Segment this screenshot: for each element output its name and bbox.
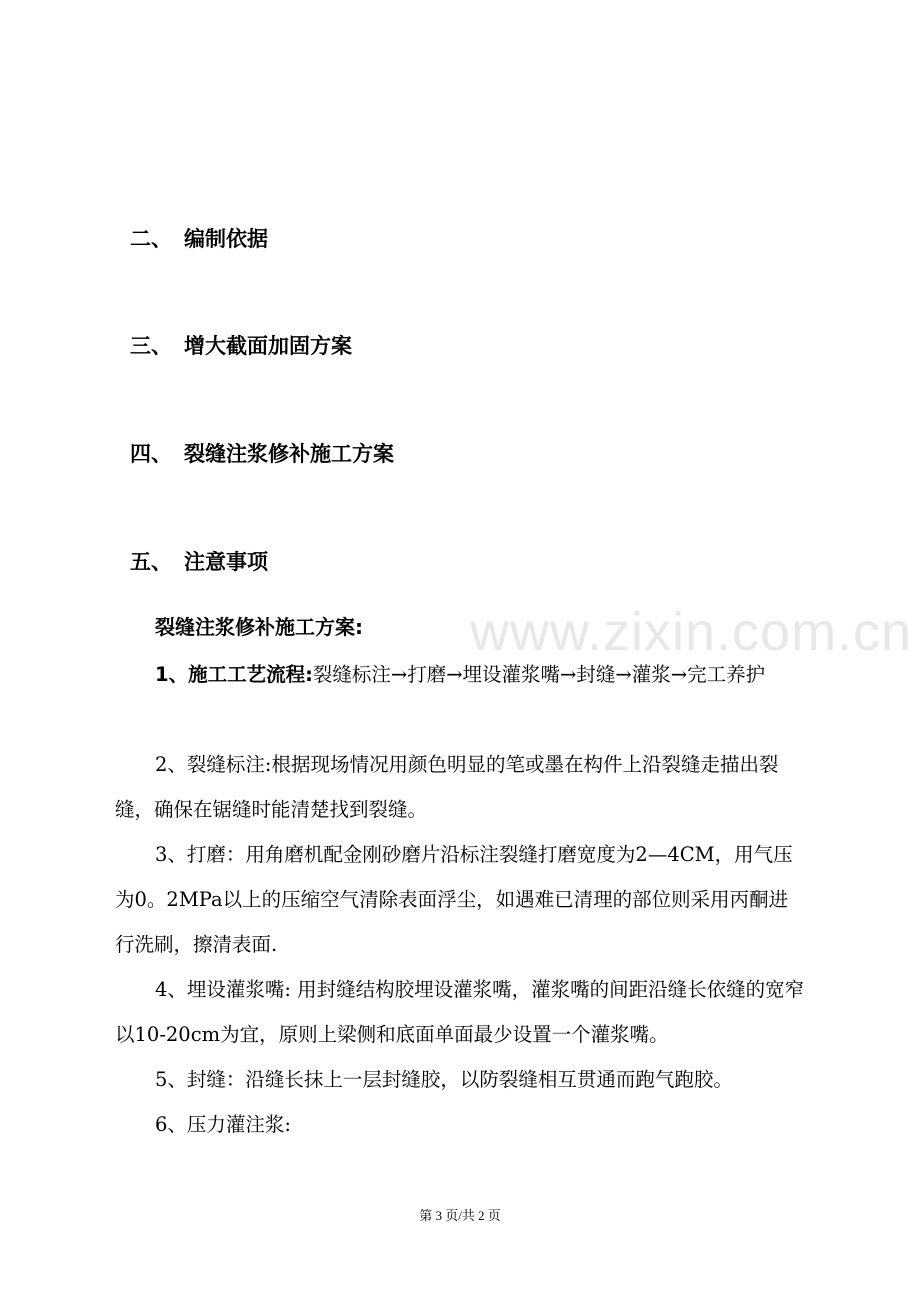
section-title: 注意事项 (184, 550, 268, 574)
section-heading-3 (130, 333, 352, 359)
paragraph-nozzle (115, 967, 805, 1057)
crack-marking-text: 2、裂缝标注:根据现场情况用颜色明显的笔或墨在构件上沿裂缝走描出裂缝，确保在锯缝时能清楚找到裂缝。 (115, 753, 779, 821)
paragraph-crack-marking (115, 742, 805, 832)
section-heading-2 (130, 226, 268, 252)
sealing-text: 5、封缝：沿缝长抹上一层封缝胶，以防裂缝相互贯通而跑气跑胶。 (155, 1068, 733, 1091)
paragraph-process (115, 652, 805, 697)
section-number: 四、 (130, 442, 172, 466)
page-footer: 第 3 页/共 2 页 (419, 1208, 501, 1223)
paragraph-grinding (115, 832, 805, 967)
section-number: 三、 (130, 334, 172, 358)
section-heading-4 (130, 441, 394, 467)
paragraph-sealing (115, 1057, 805, 1102)
process-text: 裂缝标注→打磨→埋设灌浆嘴→封缝→灌浆→完工养护 (312, 663, 766, 686)
section-number: 二、 (130, 227, 172, 251)
watermark: www.zixin.com.cn (470, 602, 913, 662)
pressure-grouting-text: 6、压力灌注浆: (155, 1113, 291, 1136)
section-heading-5 (130, 549, 268, 575)
section-title: 编制依据 (184, 227, 268, 251)
subsection-title: 裂缝注浆修补施工方案: (155, 615, 363, 639)
section-title: 裂缝注浆修补施工方案 (184, 442, 394, 466)
process-label: 1、施工工艺流程: (155, 663, 313, 686)
grinding-text: 3、打磨：用角磨机配金刚砂磨片沿标注裂缝打磨宽度为2—4CM，用气压为0。2MPa以上的压缩空气清除表面浮尘，如遇难已清理的部位则采用丙酮进行洗刷，擦清表面. (115, 843, 793, 956)
section-number: 五、 (130, 550, 172, 574)
paragraph-pressure-grouting (115, 1102, 805, 1147)
section-title: 增大截面加固方案 (184, 334, 352, 358)
nozzle-text: 4、埋设灌浆嘴: 用封缝结构胶埋设灌浆嘴，灌浆嘴的间距沿缝长依缝的宽窄以10-20cm为宜，原则上梁侧和底面单面最少设置一个灌浆嘴。 (115, 978, 805, 1046)
